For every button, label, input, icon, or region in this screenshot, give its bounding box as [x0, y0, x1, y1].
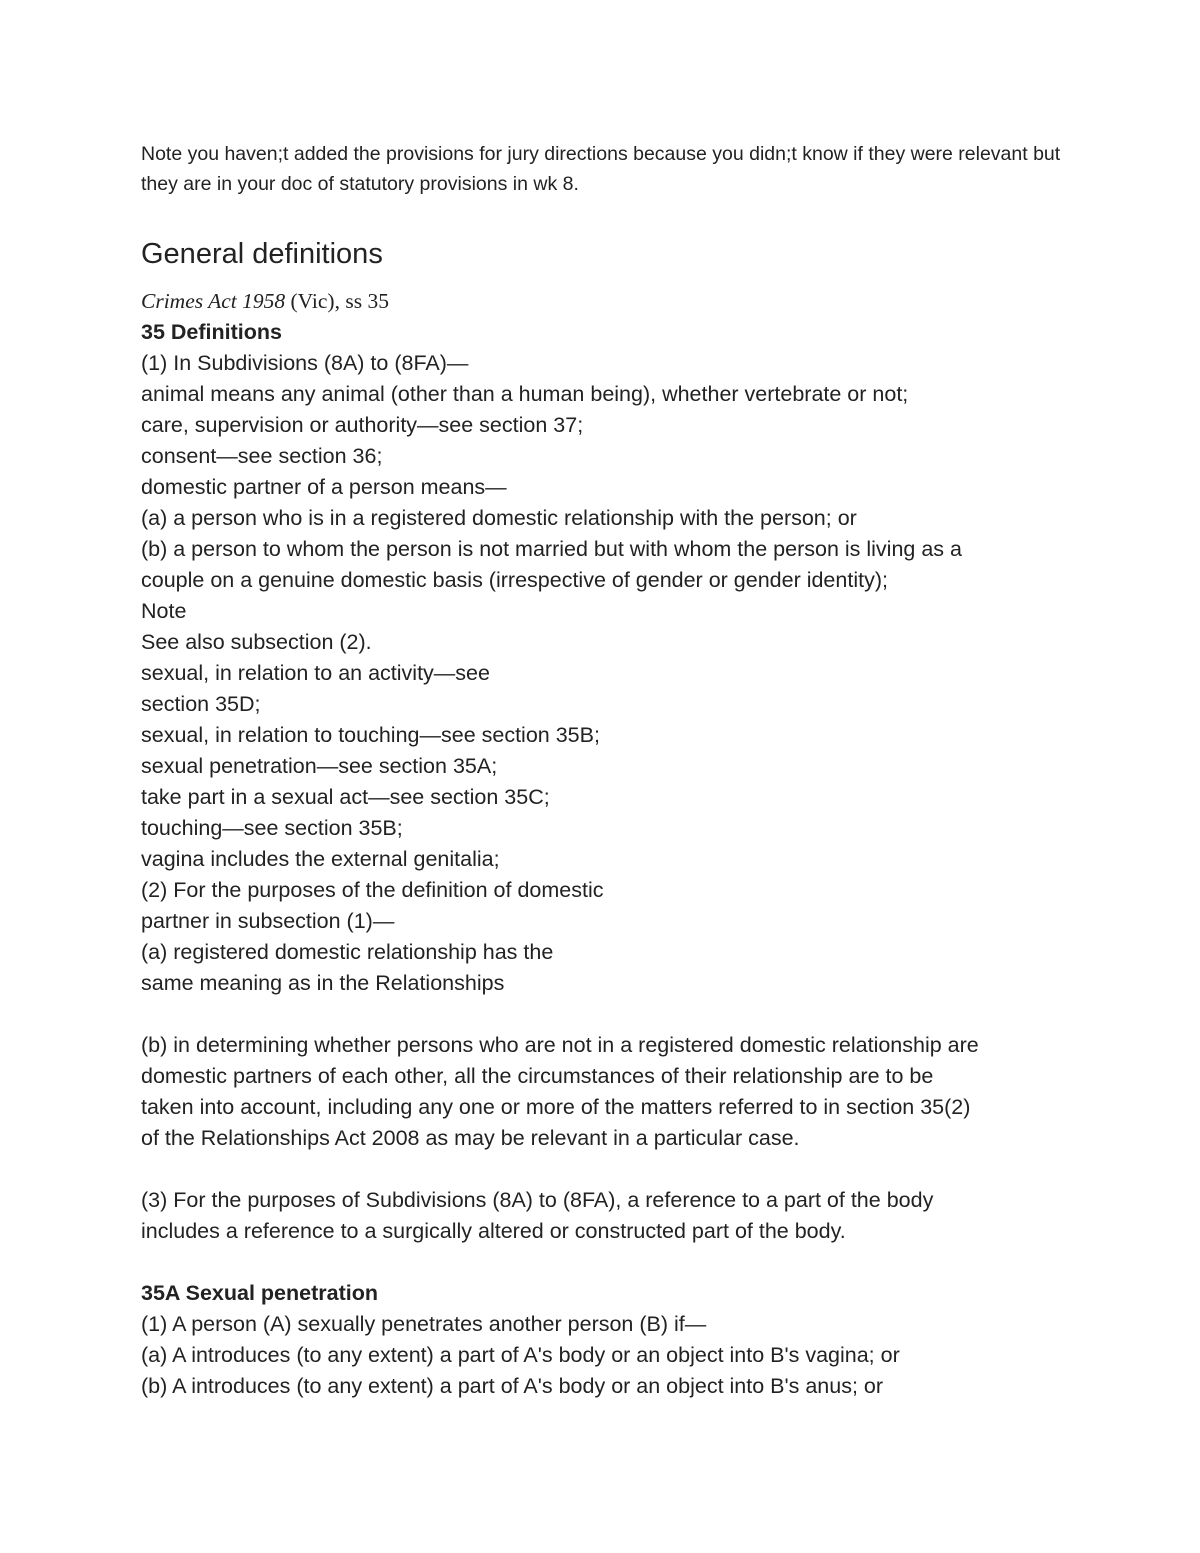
s35a-title: 35A Sexual penetration: [141, 1281, 378, 1305]
s35-line: (1) In Subdivisions (8A) to (8FA)—: [141, 351, 469, 375]
s35-line: sexual penetration—see section 35A;: [141, 754, 498, 778]
s35-title: 35 Definitions: [141, 320, 282, 344]
intro-note: Note you haven;t added the provisions for jury directions because you didn;t know if they were relevant but they are in your doc of statutory provisions in wk 8.: [141, 143, 1061, 195]
act-jurisdiction: (Vic), ss 35: [285, 289, 389, 313]
s35-para-b-line: taken into account, including any one or more of the matters referred to in section 35(2): [141, 1095, 971, 1119]
s35-line: vagina includes the external genitalia;: [141, 847, 500, 871]
s35-line: domestic partner of a person means—: [141, 475, 507, 499]
s35-line: (2) For the purposes of the definition of domestic: [141, 878, 604, 902]
s35-line: sexual, in relation to touching—see section 35B;: [141, 723, 600, 747]
s35-line: couple on a genuine domestic basis (irrespective of gender or gender identity);: [141, 568, 888, 592]
act-name: Crimes Act 1958: [141, 289, 286, 313]
s35-line: touching—see section 35B;: [141, 816, 403, 840]
s35-line: (a) registered domestic relationship has the: [141, 940, 554, 964]
document-page: [141, 139, 1071, 1398]
s35-line: same meaning as in the Relationships: [141, 971, 505, 995]
s35a-line: (a) A introduces (to any extent) a part of A's body or an object into B's vagina; or: [141, 1343, 900, 1367]
s35a-line: (1) A person (A) sexually penetrates another person (B) if—: [141, 1312, 707, 1336]
s35-para-b-line: (b) in determining whether persons who are not in a registered domestic relationship are: [141, 1033, 979, 1057]
s35-line: Note: [141, 599, 187, 623]
s35-para-3-line: (3) For the purposes of Subdivisions (8A) to (8FA), a reference to a part of the body: [141, 1188, 934, 1212]
paragraph-gap: [141, 1154, 1071, 1185]
paragraph-gap: [141, 999, 1071, 1030]
s35-line: animal means any animal (other than a human being), whether vertebrate or not;: [141, 382, 909, 406]
act-citation: [141, 286, 1071, 317]
s35a-line: (b) A introduces (to any extent) a part of A's body or an object into B's anus; or: [141, 1374, 884, 1398]
s35-line: consent—see section 36;: [141, 444, 383, 468]
definitions-body: [141, 286, 1071, 1402]
s35-line: sexual, in relation to an activity—see: [141, 661, 490, 685]
section-heading: General definitions: [141, 238, 383, 270]
s35-para-3-line: includes a reference to a surgically altered or constructed part of the body.: [141, 1219, 846, 1243]
s35-para-b-line: domestic partners of each other, all the circumstances of their relationship are to be: [141, 1064, 934, 1088]
s35-line: (b) a person to whom the person is not married but with whom the person is living as a: [141, 537, 962, 561]
s35-line: section 35D;: [141, 692, 261, 716]
s35-line: (a) a person who is in a registered domestic relationship with the person; or: [141, 506, 857, 530]
s35-line: care, supervision or authority—see section 37;: [141, 413, 584, 437]
s35-line: See also subsection (2).: [141, 630, 372, 654]
paragraph-gap: [141, 1247, 1071, 1278]
s35-para-b-line: of the Relationships Act 2008 as may be relevant in a particular case.: [141, 1126, 800, 1150]
s35-line: take part in a sexual act—see section 35C;: [141, 785, 550, 809]
s35-line: partner in subsection (1)—: [141, 909, 395, 933]
